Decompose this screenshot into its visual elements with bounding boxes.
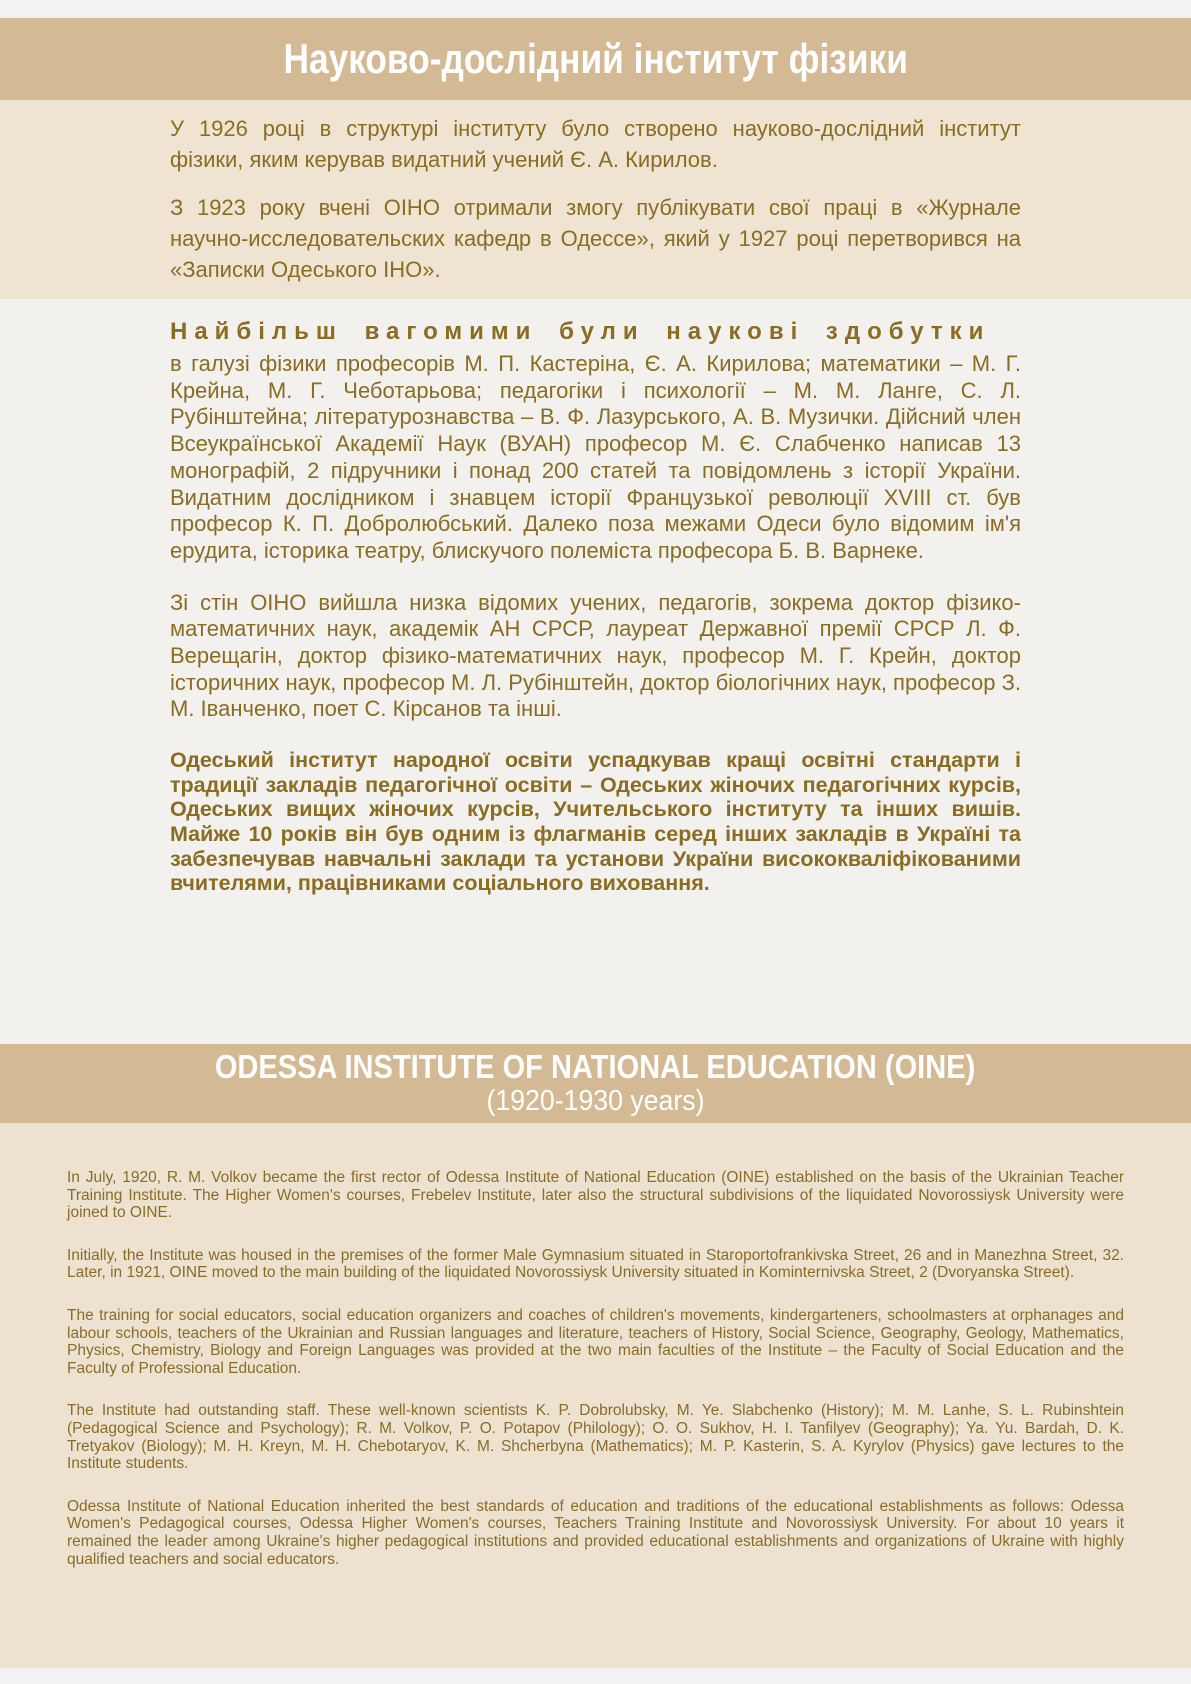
physics-institute-banner [0,18,1191,100]
achievements-paragraph [170,315,1021,565]
achievements-heading: Найбільш вагомими були наукові здобутки [170,318,991,345]
english-paragraph-1: In July, 1920, R. M. Volkov became the first rector of Odessa Institute of National Education (OINE) established on the basis of the Ukrainian Teacher Training Institute. The Higher Women's courses, Frebelev Institute, later also the structural subdivisions of the liquidated Novorossiysk University were joined to OINE. [67,1169,1124,1222]
oine-banner [0,1044,1191,1123]
english-section [0,1123,1191,1668]
english-paragraph-3: The training for social educators, social education organizers and coaches of children's movements, kindergarteners, schoolmasters at orphanages and labour schools, teachers of the Ukrainian and Russian languages and literature, teachers of History, Social Science, Geography, Geology, Mathematics, Physics, Chemistry, Biology and Foreign Languages was provided at the two main faculties of the Institute – the Faculty of Social Education and the Faculty of Professional Education. [67,1306,1124,1377]
achievements-heading-continuation: в галузі фізики професорів М. П. Кастеріна, Є. А. Кирилова; математики – М. Г. Крейна, М. Г. Чеботарьова; педагогіки і психології – М. М. Ланге, С. Л. Рубінштейна; літературознавства – В. Ф. Лазурського, А. В. Музички. Дійсний член Всеукраїнської Академії Наук (ВУАН) професор М. Є. Слабченко написав 13 монографій, 2 підручники і понад 200 статей та повідомлень з історії України. Видатним дослідником і знавцем історії Французької революції XVIII ст. був професор К. П. Добролюбський. Далеко поза межами Одеси було відомим ім'я ерудита, історика театру, блискучого полеміста професора Б. В. Варнеке. [170,351,1021,563]
oine-banner-title: ODESSA INSTITUTE OF NATIONAL EDUCATION (OINE) [215,1048,976,1085]
achievements-section [0,299,1191,1044]
alumni-paragraph: Зі стін ОІНО вийшла низка відомих учених, педагогів, зокрема доктор фізико-математичних наук, академік АН СРСР, лауреат Державної премії СРСР Л. Ф. Верещагін, доктор фізико-математичних наук, професор М. Г. Крейн, доктор історичних наук, професор М. Л. Рубінштейн, доктор біологічних наук, професор З. М. Іванченко, поет С. Кірсанов та інші. [170,589,1021,722]
top-margin-strip [0,0,1191,18]
english-paragraph-5: Odessa Institute of National Education inherited the best standards of education and traditions of the educational establishments as follows: Odessa Women's Pedagogical courses, Odessa Higher Women's courses, Teachers Training Institute and Novorossiysk University. For about 10 years it remained the leader among Ukraine's higher pedagogical institutions and provided educational establishments and organizations of Ukraine with highly qualified teachers and social educators. [67,1497,1124,1568]
physics-institute-banner-title: Науково-дослідний інститут фізики [283,35,908,82]
heritage-paragraph: Одеський інститут народної освіти успадкував кращі освітні стандарти і традиції закладів педагогічної освіти – Одеських жіночих педагогічних курсів, Одеських вищих жіночих курсів, Учительського інституту та інших вишів. Майже 10 років він був одним із флагманів серед інших закладів в Україні та забезпечував навчальні заклади та установи України висококваліфікованими вчителями, працівниками соціального виховання. [170,748,1021,896]
intro-paragraph-1: У 1926 році в структурі інституту було створено науково-дослідний інститут фізики, яким керував видатний учений Є. А. Кирилов. [170,116,1021,172]
english-paragraph-2: Initially, the Institute was housed in the premises of the former Male Gymnasium situated in Staroportofrankivska Street, 26 and in Manezhna Street, 32. Later, in 1921, OINE moved to the main building of the liquidated Novorossiysk University situated in Kominternivska Street, 2 (Dvoryanska Street). [67,1246,1124,1282]
intro-section [0,100,1191,299]
oine-banner-subtitle: (1920-1930 years) [486,1085,705,1117]
bottom-margin-strip [0,1668,1191,1684]
english-paragraph-4: The Institute had outstanding staff. These well-known scientists K. P. Dobrolubsky, M. Ye. Slabchenko (History); M. M. Lanhe, S. L. Rubinshtein (Pedagogical Science and Psychology); R. M. Volkov, P. O. Potapov (Philology); O. O. Sukhov, H. I. Tanfilyev (Geography); Ya. Yu. Bardah, D. K. Tretyakov (Biology); M. H. Kreyn, M. H. Chebotaryov, K. M. Shcherbyna (Mathematics); M. P. Kasterin, S. A. Kyrylov (Physics) gave lectures to the Institute students. [67,1402,1124,1473]
intro-paragraph-2: З 1923 року вчені ОІНО отримали змогу публікувати свої праці в «Журнале научно-исследовательских кафедр в Одессе», який у 1927 році перетворився на «Записки Одеського ІНО». [170,195,1021,282]
